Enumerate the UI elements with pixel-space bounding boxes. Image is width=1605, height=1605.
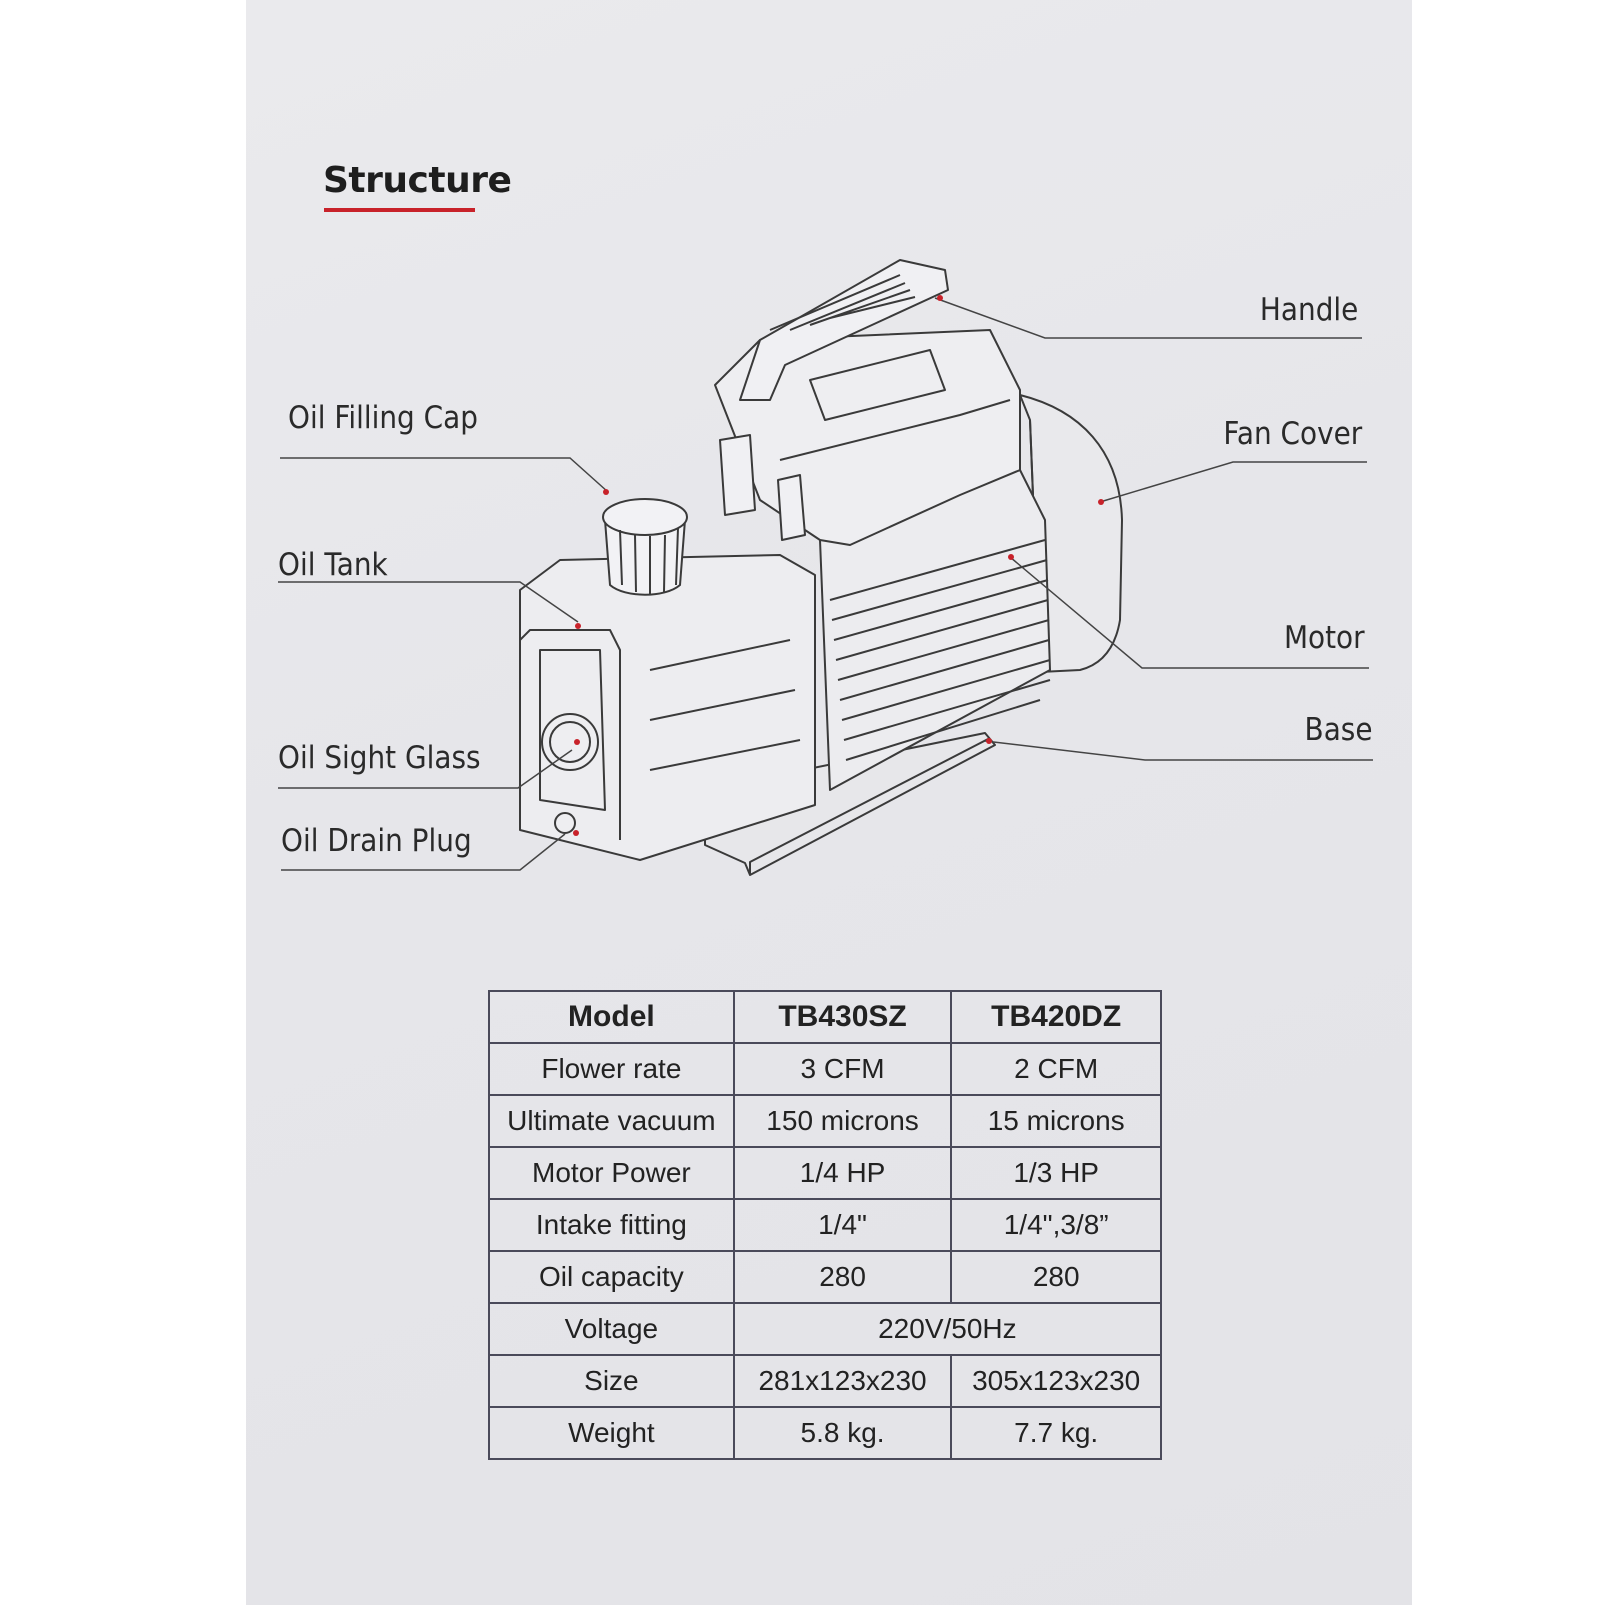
- cell-tb420dz: 2 CFM: [951, 1043, 1161, 1095]
- cell-tb420dz: 15 microns: [951, 1095, 1161, 1147]
- table-row: [489, 1407, 1161, 1459]
- cell-tb430sz: 1/4": [734, 1199, 952, 1251]
- cell-tb420dz: 1/3 HP: [951, 1147, 1161, 1199]
- header-model: Model: [489, 991, 734, 1043]
- cell-tb420dz: 1/4",3/8”: [951, 1199, 1161, 1251]
- row-label: Weight: [489, 1407, 734, 1459]
- header-tb420dz: TB420DZ: [951, 991, 1161, 1043]
- cell-tb420dz: 7.7 kg.: [951, 1407, 1161, 1459]
- cell-voltage-shared: 220V/50Hz: [734, 1303, 1161, 1355]
- table-row: [489, 1355, 1161, 1407]
- sight-glass-shape: [542, 714, 598, 770]
- table-row: [489, 1043, 1161, 1095]
- drain-plug-shape: [555, 813, 575, 833]
- spec-table: [488, 990, 1162, 1460]
- row-label: Size: [489, 1355, 734, 1407]
- fan-cover-leader: [1100, 462, 1367, 502]
- cell-tb430sz: 5.8 kg.: [734, 1407, 952, 1459]
- row-label: Ultimate vacuum: [489, 1095, 734, 1147]
- cell-tb420dz: 305x123x230: [951, 1355, 1161, 1407]
- callout-oil-filling-cap: Oil Filling Cap: [288, 400, 478, 436]
- table-row: [489, 1095, 1161, 1147]
- table-row: [489, 1199, 1161, 1251]
- cell-tb430sz: 1/4 HP: [734, 1147, 952, 1199]
- filling-cap-shape: [603, 499, 687, 595]
- table-row: [489, 1251, 1161, 1303]
- table-header-row: [489, 991, 1161, 1043]
- callout-handle: Handle: [1259, 292, 1358, 328]
- callout-base: Base: [1304, 712, 1372, 748]
- row-label: Voltage: [489, 1303, 734, 1355]
- row-label: Motor Power: [489, 1147, 734, 1199]
- cell-tb430sz: 150 microns: [734, 1095, 952, 1147]
- cell-tb430sz: 281x123x230: [734, 1355, 952, 1407]
- oil-filling-cap-leader: [280, 458, 608, 492]
- row-label: Flower rate: [489, 1043, 734, 1095]
- table-row: [489, 1303, 1161, 1355]
- cell-tb420dz: 280: [951, 1251, 1161, 1303]
- cell-tb430sz: 3 CFM: [734, 1043, 952, 1095]
- header-tb430sz: TB430SZ: [734, 991, 952, 1043]
- callout-oil-tank: Oil Tank: [278, 547, 388, 583]
- row-label: Intake fitting: [489, 1199, 734, 1251]
- callout-oil-sight-glass: Oil Sight Glass: [278, 740, 481, 776]
- page-title: Structure: [323, 160, 512, 201]
- row-label: Oil capacity: [489, 1251, 734, 1303]
- callout-motor: Motor: [1284, 620, 1365, 656]
- callout-fan-cover: Fan Cover: [1223, 416, 1362, 452]
- callout-oil-drain-plug: Oil Drain Plug: [281, 823, 472, 859]
- cell-tb430sz: 280: [734, 1251, 952, 1303]
- table-row: [489, 1147, 1161, 1199]
